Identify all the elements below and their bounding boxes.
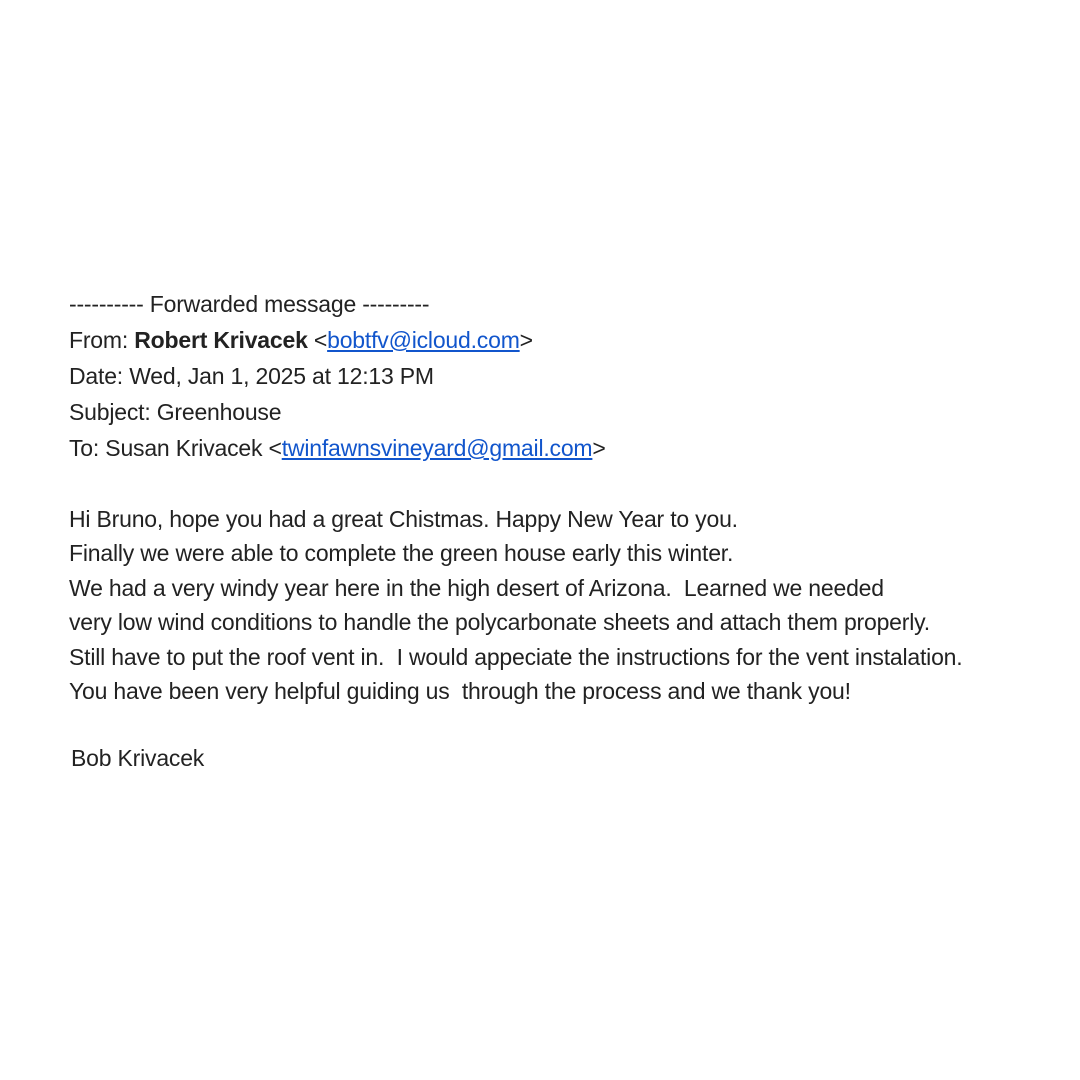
body-line: Finally we were able to complete the green house early this winter.	[69, 540, 734, 567]
recipient-email-link[interactable]: twinfawnsvineyard@gmail.com	[281, 435, 593, 461]
body-line: You have been very helpful guiding us through the process and we thank you!	[69, 677, 851, 704]
body-line: We had a very windy year here in the high desert of Arizona. Learned we needed	[69, 574, 884, 601]
forwarded-email	[69, 286, 1059, 776]
date-line	[69, 358, 1059, 394]
recipient-name: Susan Krivacek	[105, 435, 263, 461]
body-line: Hi Bruno, hope you had a great Chistmas. Happy New Year to you.	[69, 506, 738, 532]
to-label: To:	[69, 435, 100, 461]
sender-email-link[interactable]: bobtfv@icloud.com	[327, 327, 520, 353]
subject-label: Subject:	[69, 399, 151, 425]
to-line: To: Susan Krivacek <twinfawnsvineyard@gmail.com>	[69, 435, 606, 461]
from-label: From:	[69, 327, 129, 353]
forward-header	[69, 286, 1059, 466]
sender-name: Robert Krivacek	[134, 327, 308, 353]
from-line: From: Robert Krivacek <bobtfv@icloud.com>	[69, 327, 533, 353]
body-line: very low wind conditions to handle the polycarbonate sheets and attach them properly.	[69, 609, 930, 636]
date-value: Wed, Jan 1, 2025 at 12:13 PM	[129, 363, 434, 389]
body-line: Still have to put the roof vent in. I would appeciate the instructions for the vent instalation.	[69, 643, 963, 670]
message-body	[69, 502, 1059, 708]
subject-value: Greenhouse	[156, 399, 282, 425]
date-label: Date:	[69, 363, 123, 389]
forward-separator: ---------- Forwarded message ---------	[69, 291, 430, 317]
signature: Bob Krivacek	[71, 745, 205, 772]
subject-line	[69, 394, 1059, 430]
